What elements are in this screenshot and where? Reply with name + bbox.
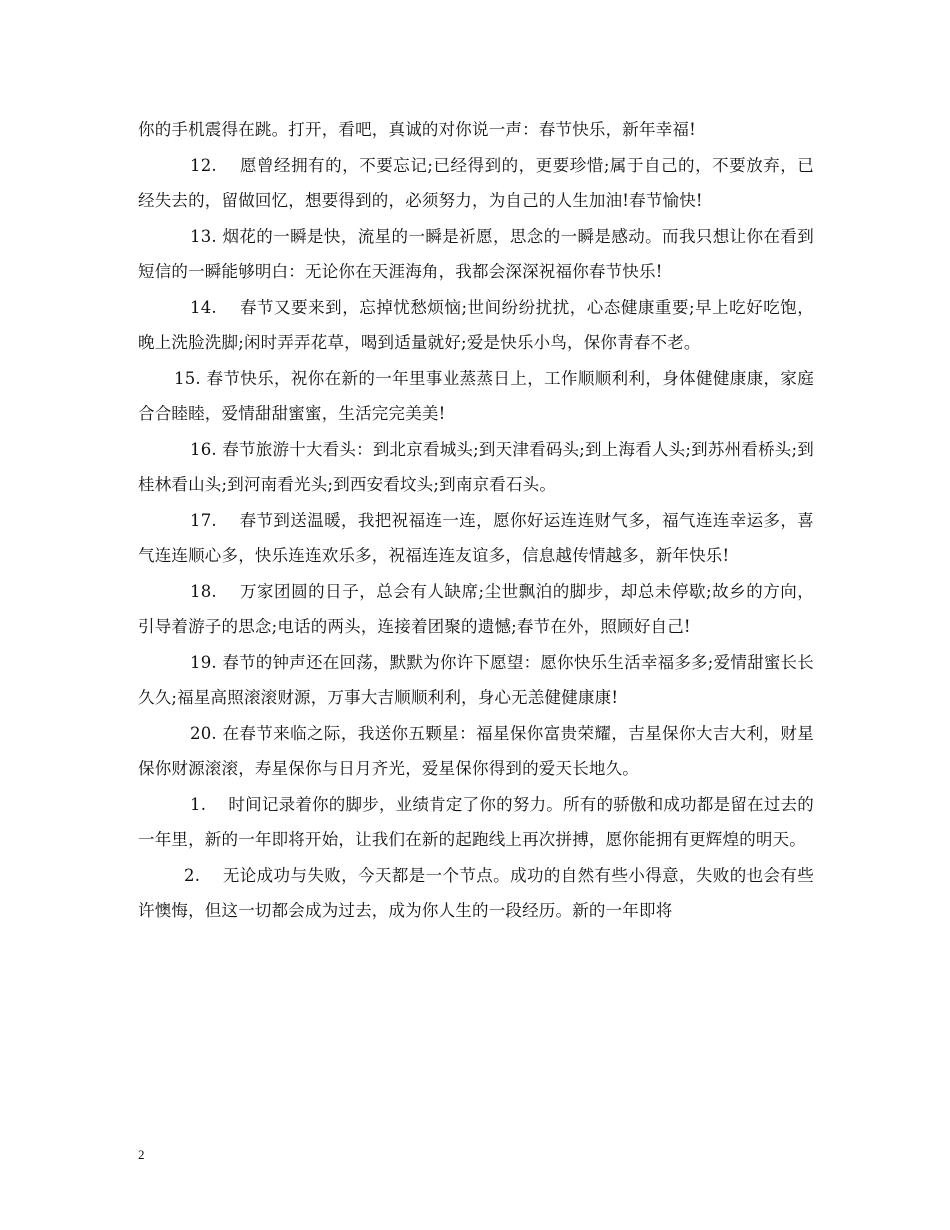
document-body — [138, 112, 814, 929]
paragraph-14: 14. 春节又要来到，忘掉忧愁烦恼;世间纷纷扰扰，心态健康重要;早上吃好吃饱，晚上洗脸洗脚;闲时弄弄花草，喝到适量就好;爱是快乐小鸟，保你青春不老。 — [138, 298, 814, 352]
paragraph-18: 18. 万家团圆的日子，总会有人缺席;尘世飘泊的脚步，却总未停歇;故乡的方向，引导着游子的思念;电话的两头，连接着团聚的遗憾;春节在外，照顾好自己! — [138, 582, 814, 636]
paragraph-17: 17. 春节到送温暖，我把祝福连一连，愿你好运连连财气多，福气连连幸运多，喜气连连顺心多，快乐连连欢乐多，祝福连连友谊多，信息越传情越多，新年快乐! — [138, 511, 814, 565]
paragraph-13: 13. 烟花的一瞬是快，流星的一瞬是祈愿，思念的一瞬是感动。而我只想让你在看到短信的一瞬能够明白：无论你在天涯海角，我都会深深祝福你春节快乐! — [138, 227, 814, 281]
paragraph-16: 16. 春节旅游十大看头：到北京看城头;到天津看码头;到上海看人头;到苏州看桥头;到桂林看山头;到河南看光头;到西安看坟头;到南京看石头。 — [138, 440, 814, 494]
paragraph-19: 19. 春节的钟声还在回荡，默默为你许下愿望：愿你快乐生活幸福多多;爱情甜蜜长长久久;福星高照滚滚财源，万事大吉顺顺利利，身心无恙健健康康! — [138, 653, 814, 707]
paragraph-12: 12. 愿曾经拥有的，不要忘记;已经得到的，更要珍惜;属于自己的，不要放弃，已经失去的，留做回忆，想要得到的，必须努力，为自己的人生加油!春节愉快! — [138, 156, 814, 210]
paragraph-1: 1. 时间记录着你的脚步，业绩肯定了你的努力。所有的骄傲和成功都是留在过去的一年里，新的一年即将开始，让我们在新的起跑线上再次拼搏，愿你能拥有更辉煌的明天。 — [138, 795, 814, 849]
paragraph-15: 15. 春节快乐，祝你在新的一年里事业蒸蒸日上，工作顺顺利利，身体健健康康，家庭合合睦睦，爱情甜甜蜜蜜，生活完完美美! — [138, 369, 814, 423]
paragraph-2: 2. 无论成功与失败，今天都是一个节点。成功的自然有些小得意，失败的也会有些许懊悔，但这一切都会成为过去，成为你人生的一段经历。新的一年即将 — [138, 866, 814, 920]
page-number: 2 — [138, 1147, 145, 1162]
paragraph-20: 20. 在春节来临之际，我送你五颗星：福星保你富贵荣耀，吉星保你大吉大利，财星保你财源滚滚，寿星保你与日月齐光，爱星保你得到的爱天长地久。 — [138, 724, 814, 778]
paragraph-0: 你的手机震得在跳。打开，看吧，真诚的对你说一声：春节快乐，新年幸福! — [138, 120, 696, 139]
